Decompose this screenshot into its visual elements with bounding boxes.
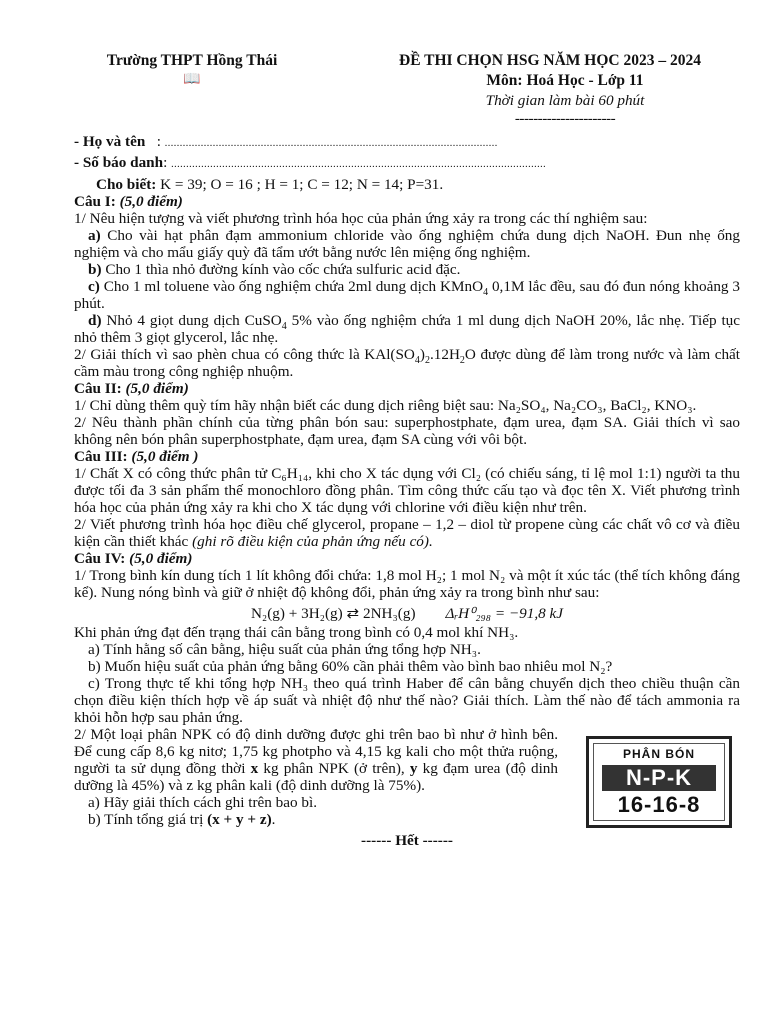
- name-dots: ...............................................................................................................: [164, 138, 498, 149]
- exam-subject: Môn: Hoá Học - Lớp 11: [486, 72, 644, 89]
- bag-top-text: PHÂN BÓN: [622, 747, 695, 761]
- header-rule: ----------------------: [514, 110, 616, 127]
- npk-bag-label: [586, 736, 732, 828]
- given-label: Cho biết:: [96, 176, 157, 193]
- question-3: [74, 448, 740, 550]
- q1-p2: 2/ Giải thích vì sao phèn chua có công thức là $KAl(SO_4)_2.12H_2O$ được dùng để làm trong nước và làm chất cầm màu trong công nghiệp nhuộm.: [74, 346, 741, 380]
- exam-title: ĐỀ THI CHỌN HSG NĂM HỌC 2023 – 2024: [399, 52, 701, 69]
- q3-title: Câu III:: [74, 448, 128, 465]
- id-dots: .............................................................................................................................: [171, 159, 547, 170]
- reaction: N₂(g) + 3H₂(g) ⇄ 2NH₃(g): [250, 605, 416, 622]
- npk-section: [74, 726, 740, 828]
- book-icon: 📖: [183, 72, 201, 87]
- bag-ratio-text: 16-16-8: [617, 792, 701, 817]
- name-colon: :: [156, 133, 161, 150]
- exam-time: Thời gian làm bài 60 phút: [485, 92, 645, 109]
- q1-b: b) Cho 1 thìa nhỏ đường kính vào cốc chứa sulfuric acid đặc.: [88, 261, 461, 278]
- q4-a2: a) Hãy giải thích cách ghi trên bao bì.: [88, 794, 317, 811]
- school-header: [92, 52, 292, 88]
- q3-p2: 2/ Viết phương trình hóa học điều chế glycerol, propane – 1,2 – diol từ propene cùng các chất vô cơ và điều kiện cần thiết khác (ghi rõ điều kiện của phản ứng nếu có).: [74, 516, 740, 550]
- q1-points: (5,0 điểm): [119, 193, 183, 210]
- q2-p2: 2/ Nêu thành phần chính của từng phân bón sau: superphostphate, đạm urea, đạm SA. Giải thích vì sao không nên bón phân superphostphate, đạm urea, đạm SA cùng với vôi bột.: [74, 414, 740, 448]
- q2-points: (5,0 điểm): [125, 380, 189, 397]
- q4-points: (5,0 điểm): [129, 550, 193, 567]
- id-label: - Số báo danh: [74, 154, 164, 171]
- q1-title: Câu I:: [74, 193, 116, 210]
- q4-b: b) Muốn hiệu suất của phản ứng bằng 60% cần phải thêm vào bình bao nhiêu mol N₂?: [88, 658, 613, 675]
- id-colon: :: [163, 154, 168, 171]
- q2-title: Câu II:: [74, 380, 122, 397]
- given-values: [74, 176, 740, 193]
- q3-points: (5,0 điểm ): [131, 448, 199, 465]
- q2-p1: 1/ Chỉ dùng thêm quỳ tím hãy nhận biết các dung dịch riêng biệt sau: Na₂SO₄, Na₂CO₃, BaCl₂, KNO₃.: [74, 397, 697, 414]
- id-field: [74, 154, 740, 173]
- q4-title: Câu IV:: [74, 550, 126, 567]
- school-name: Trường THPT Hồng Thái: [106, 52, 278, 69]
- exam-header: [350, 52, 750, 127]
- q4-c: c) Trong thực tế khi tổng hợp NH₃ theo quá trình Haber để cân bằng chuyển dịch theo chiều thuận cần chọn điều kiện thích hợp về áp suất và nhiệt độ như thế nào? Giải thích. Làm thế nào để tách ammonia ra khỏi hỗn hợp sau phản ứng.: [74, 675, 740, 726]
- q1-c: c) Cho 1 ml toluene vào ống nghiệm chứa 2ml dung dịch KMnO$_4$ 0,1M lắc đều, sau đó đun nóng khoảng 3 phút.: [74, 278, 740, 312]
- question-2: [74, 380, 740, 448]
- question-1: [74, 193, 740, 380]
- end-marker: ------ Hết ------: [361, 832, 453, 849]
- given-text: K = 39; O = 16 ; H = 1; C = 12; N = 14; P=31.: [160, 176, 444, 193]
- q1-p1: 1/ Nêu hiện tượng và viết phương trình hóa học của phản ứng xảy ra trong các thí nghiệm sau:: [74, 210, 648, 227]
- q4-p2: 2/ Một loại phân NPK có độ dinh dưỡng được ghi trên bao bì như ở hình bên. Để cung cấp 8,6 kg nitơ; 1,75 kg photpho và 4,15 kg kali cho một thửa ruộng, người ta sử dụng đồng thời x kg phân NPK (ở trên), y kg đạm urea (độ dinh dưỡng là 45%) và z kg phân kali (độ dinh dưỡng là 75%).: [74, 726, 558, 794]
- bag-npk-text: N-P-K: [602, 765, 716, 791]
- name-label: - Họ và tên: [74, 133, 146, 150]
- q4-p1: 1/ Trong bình kín dung tích 1 lít không đổi chứa: 1,8 mol H₂; 1 mol N₂ và một ít xúc tác (thể tích không đáng kể). Nung nóng bình và giữ ở nhiệt độ không đổi, phản ứng xảy ra trong bình như sau:: [74, 567, 740, 601]
- q4-p-eq: Khi phản ứng đạt đến trạng thái cân bằng trong bình có 0,4 mol khí NH₃.: [74, 624, 519, 641]
- exam-content: [74, 133, 740, 849]
- q4-a: a) Tính hằng số cân bằng, hiệu suất của phản ứng tổng hợp NH₃.: [88, 641, 481, 658]
- name-field: [74, 133, 740, 152]
- enthalpy: ΔᵣH⁰₂₉₈ = −91,8 kJ: [445, 605, 564, 622]
- q4-b2: b) Tính tổng giá trị (x + y + z).: [88, 811, 276, 828]
- q1-a: a) Cho vài hạt phân đạm ammonium chloride vào ống nghiệm chứa dung dịch NaOH. Đun nhẹ ống nghiệm và cho mẩu giấy quỳ đã tẩm ướt bằng nước lên miệng ống nghiệm.: [74, 227, 740, 261]
- question-4: [74, 550, 740, 828]
- q1-d: d) Nhỏ 4 giọt dung dịch CuSO$_4$ 5% vào ống nghiệm chứa 1 ml dung dịch NaOH 20%, lắc nhẹ. Tiếp tục nhỏ thêm 3 giọt glycerol, lắc nhẹ.: [74, 312, 740, 346]
- q3-p1: 1/ Chất X có công thức phân tử C₆H₁₄, khi cho X tác dụng với Cl₂ (có chiếu sáng, tỉ lệ mol 1:1) người ta thu được tối đa 3 sản phẩm thế monochloro đồng phân. Tìm công thức cấu tạo và đọc tên X. Viết phương trình hóa học của phản ứng xảy ra khi cho X tác dụng với chlorine với điều kiện như trên.: [74, 465, 740, 516]
- q4-equation: [74, 605, 740, 622]
